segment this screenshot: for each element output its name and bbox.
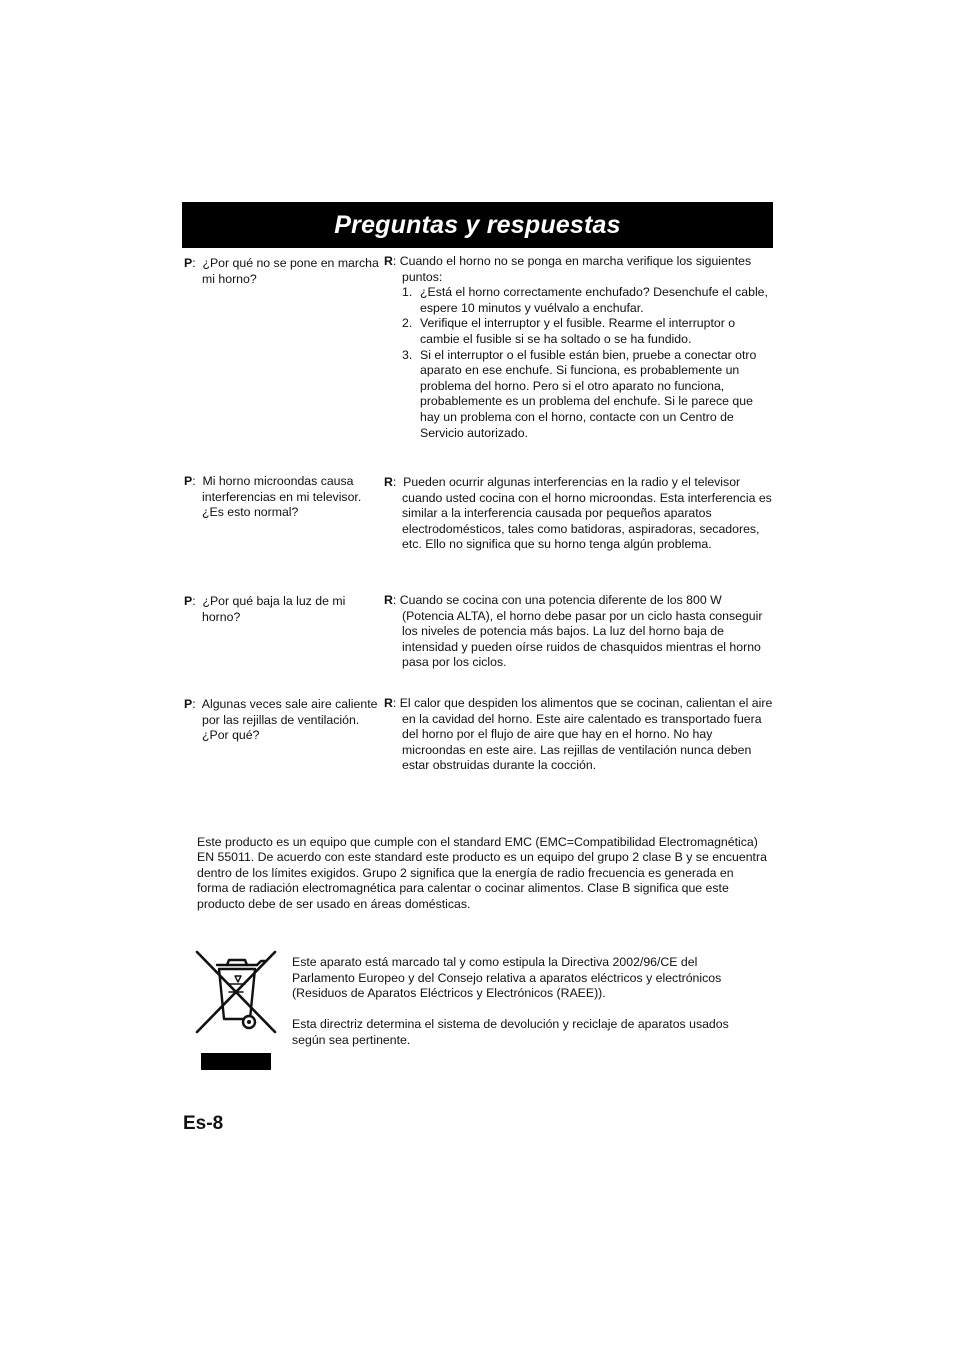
list-item-text: Si el interruptor o el fusible están bien, pruebe a conectar otro aparato en ese enchufe. Si funciona, es probablemente un problema del horno. Pero si el otro aparato no funciona, probablemente es un problema del enchufe. Si le parece que hay un problema con el horno, contacte con un Centro de Servicio autorizado. bbox=[420, 347, 757, 440]
weee-paragraph: Esta directriz determina el sistema de devolución y reciclaje de aparatos usados según sea pertinente. bbox=[292, 1017, 729, 1047]
list-number: 1. bbox=[402, 285, 413, 300]
weee-paragraph: Este aparato está marcado tal y como estipula la Directiva 2002/96/CE del Parlamento Europeo y del Consejo relativa a aparatos eléctricos y electrónicos (Residuos de Aparatos Eléctricos y Electrónicos (RAEE)). bbox=[292, 955, 722, 1001]
answer-4: R: El calor que despiden los alimentos que se cocinan, calientan el aire en la cavidad del horno. Este aire calentado es transportado fuera del horno por el flujo de aire que hay en el horno. No hay microondas en este aire. Las rejillas de ventilación nunca deben estar obstruidas durante la cocción. bbox=[384, 696, 773, 773]
answer-text: Cuando el horno no se ponga en marcha verifique los siguientes puntos: bbox=[399, 254, 752, 284]
question-4: P: Algunas veces sale aire caliente por las rejillas de ventilación. ¿Por qué? bbox=[184, 697, 378, 743]
page-title-banner bbox=[182, 202, 773, 248]
page-title: Preguntas y respuestas bbox=[334, 211, 621, 239]
question-3: P: ¿Por qué baja la luz de mi horno? bbox=[184, 594, 346, 624]
answer-1: R: Cuando el horno no se ponga en marcha verifique los siguientes puntos: 1. ¿Está el horno correctamente enchufado? Desenchufe el cable, espere 10 minutos y vuélvalo a enchufar. 2. Verifique el interruptor y el fusible. Rearme el interruptor o cambie el fusible si se ha soltado o se ha fundido. 3. Si el interruptor o el fusible están bien, pruebe a conectar otro aparato en ese enchufe. Si funciona, es probablemente un problema del horno. Pero si el otro aparato no funciona, probablemente es un problema del enchufe. Si le parece que hay un problema con el horno, contacte con un Centro de Servicio autorizado. bbox=[384, 254, 776, 441]
crossed-out-wheelie-bin-icon bbox=[195, 948, 277, 1073]
list-number: 3. bbox=[402, 347, 413, 362]
answer-marker: R bbox=[384, 254, 393, 268]
list-number: 2. bbox=[402, 316, 413, 331]
question-marker: P bbox=[184, 594, 193, 608]
answer-marker: R bbox=[384, 696, 393, 710]
answer-2: R: Pueden ocurrir algunas interferencias en la radio y el televisor cuando usted cocina con el horno microondas. Esta interferencia es similar a la interferencia causada por pequeños aparatos electrodomésticos, tales como batidoras, aspiradoras, secadores, etc. Ello no significa que su horno tenga algún problema. bbox=[384, 475, 772, 552]
list-item bbox=[402, 348, 776, 442]
answer-marker: R bbox=[384, 475, 393, 489]
question-1: P: ¿Por qué no se pone en marcha mi horno? bbox=[184, 256, 379, 286]
answer-text: Pueden ocurrir algunas interferencias en la radio y el televisor cuando usted cocina con el horno microondas. Esta interferencia es similar a la interferencia causada por pequeños aparatos electrodomésticos, tales como batidoras, aspiradoras, secadores, etc. Ello no significa que su horno tenga algún problema. bbox=[402, 475, 772, 552]
emc-notice: Este producto es un equipo que cumple con el standard EMC (EMC=Compatibilidad Electromagnética) EN 55011. De acuerdo con este standard este producto es un equipo del grupo 2 clase B y se encuentra dentro de los límites exigidos. Grupo 2 significa que la energía de radio frecuencia es generada en forma de radiación electromagnética para calentar o cocinar alimentos. Clase B significa que este producto debe de ser usado en áreas domésticas. bbox=[197, 835, 767, 911]
answer-text: Cuando se cocina con una potencia diferente de los 800 W (Potencia ALTA), el horno debe pasar por un ciclo hasta conseguir los niveles de potencia más bajos. La luz del horno baja de intensidad y pueden oírse ruidos de chasquidos mientras el horno pasa por los ciclos. bbox=[399, 593, 763, 670]
page-number: Es-8 bbox=[183, 1113, 224, 1134]
question-marker: P bbox=[184, 697, 193, 711]
list-item-text: ¿Está el horno correctamente enchufado? Desenchufe el cable, espere 10 minutos y vuélvalo a enchufar. bbox=[420, 285, 768, 315]
answer-text: El calor que despiden los alimentos que se cocinan, calientan el aire en la cavidad del horno. Este aire calentado es transportado fuera del horno por el flujo de aire que hay en el horno. No hay microondas en este aire. Las rejillas de ventilación nunca deben estar obstruidas durante la cocción. bbox=[399, 696, 773, 773]
list-item bbox=[402, 285, 776, 316]
checklist bbox=[384, 285, 776, 441]
question-2: P: Mi horno microondas causa interferencias en mi televisor. ¿Es esto normal? bbox=[184, 474, 362, 520]
answer-marker: R bbox=[384, 593, 393, 607]
question-text: ¿Por qué baja la luz de mi horno? bbox=[202, 594, 346, 624]
list-item-text: Verifique el interruptor y el fusible. Rearme el interruptor o cambie el fusible si se ha soltado o se ha fundido. bbox=[420, 316, 736, 346]
weee-notice bbox=[292, 955, 762, 1064]
question-marker: P bbox=[184, 474, 193, 488]
answer-3: R: Cuando se cocina con una potencia diferente de los 800 W (Potencia ALTA), el horno debe pasar por un ciclo hasta conseguir los niveles de potencia más bajos. La luz del horno baja de intensidad y pueden oírse ruidos de chasquidos mientras el horno pasa por los ciclos. bbox=[384, 593, 763, 670]
question-text: ¿Por qué no se pone en marcha mi horno? bbox=[202, 256, 379, 286]
list-item bbox=[402, 316, 776, 347]
question-text: Mi horno microondas causa interferencias en mi televisor. ¿Es esto normal? bbox=[202, 474, 362, 520]
question-marker: P bbox=[184, 256, 193, 270]
question-text: Algunas veces sale aire caliente por las rejillas de ventilación. ¿Por qué? bbox=[201, 697, 378, 743]
